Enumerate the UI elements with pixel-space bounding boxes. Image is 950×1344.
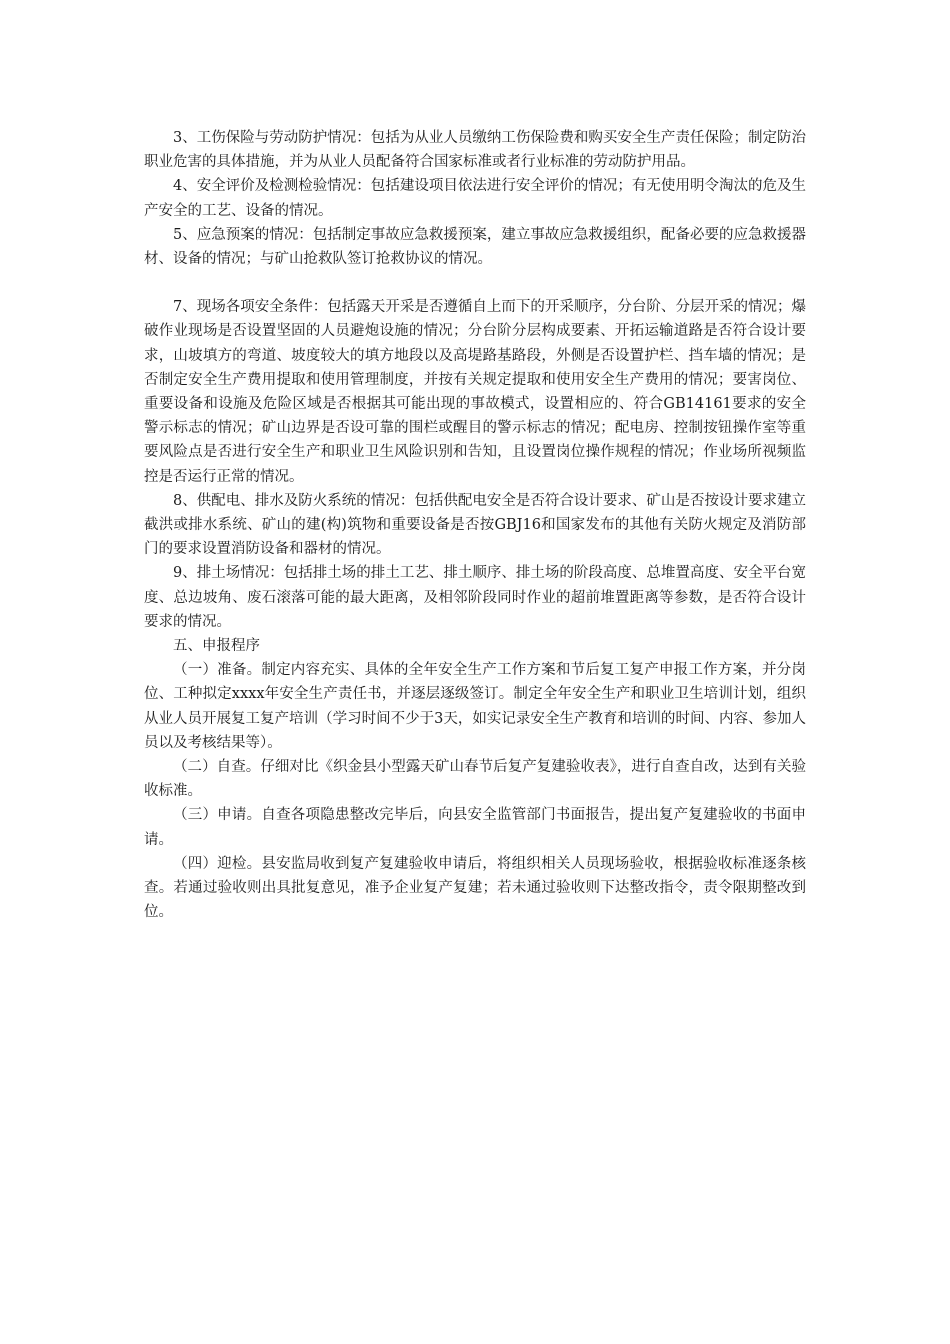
paragraph-injury-insurance: 3、工伤保险与劳动防护情况：包括为从业人员缴纳工伤保险费和购买安全生产责任保险；制定防治职业危害的具体措施，并为从业人员配备符合国家标准或者行业标准的劳动防护用品。	[144, 130, 806, 171]
paragraph-safety-evaluation: 4、安全评价及检测检验情况：包括建设项目依法进行安全评价的情况；有无使用明令淘汰的危及生产安全的工艺、设备的情况。	[144, 178, 806, 219]
paragraph-application: （三）申请。自查各项隐患整改完毕后，向县安全监管部门书面报告，提出复产复建验收的书面申请。	[144, 807, 806, 848]
paragraph-inspection: （四）迎检。县安监局收到复产复建验收申请后，将组织相关人员现场验收，根据验收标准逐条核查。若通过验收则出具批复意见，准予企业复产复建；若未通过验收则下达整改指令，责令限期整改到位。	[144, 855, 806, 921]
document-body	[144, 126, 806, 925]
paragraph-site-conditions: 7、现场各项安全条件：包括露天开采是否遵循自上而下的开采顺序，分台阶、分层开采的情况；爆破作业现场是否设置坚固的人员避炮设施的情况；分台阶分层构成要素、开拓运输道路是否符合设计要求，山坡填方的弯道、坡度较大的填方地段以及高堤路基路段，外侧是否设置护栏、挡车墙的情况；是否制定安全生产费用提取和使用管理制度，并按有关规定提取和使用安全生产费用的情况；要害岗位、重要设备和设施及危险区域是否根据其可能出现的事故模式，设置相应的、符合GB14161要求的安全警示标志的情况；矿山边界是否设可靠的围栏或醒目的警示标志的情况；配电房、控制按钮操作室等重要风险点是否进行安全生产和职业卫生风险识别和告知，且设置岗位操作规程的情况；作业场所视频监控是否运行正常的情况。	[144, 299, 806, 485]
paragraph-preparation: （一）准备。制定内容充实、具体的全年安全生产工作方案和节后复工复产申报工作方案，并分岗位、工种拟定xxxx年安全生产责任书，并逐层逐级签订。制定全年安全生产和职业卫生培训计划，组织从业人员开展复工复产培训（学习时间不少于3天，如实记录安全生产教育和培训的时间、内容、参加人员以及考核结果等）。	[144, 662, 806, 751]
paragraph-emergency-plan: 5、应急预案的情况：包括制定事故应急救援预案，建立事故应急救援组织，配备必要的应急救援器材、设备的情况；与矿山抢救队签订抢救协议的情况。	[144, 226, 806, 268]
paragraph-dump-site: 9、排土场情况：包括排土场的排土工艺、排土顺序、排土场的阶段高度、总堆置高度、安全平台宽度、总边坡角、废石滚落可能的最大距离，及相邻阶段同时作业的超前堆置距离等参数，是否符合设计要求的情况。	[144, 565, 806, 630]
section-heading-application-procedure: 五、申报程序	[173, 638, 260, 655]
paragraph-self-inspection: （二）自查。仔细对比《织金县小型露天矿山春节后复产复建验收表》，进行自查自改，达到有关验收标准。	[144, 759, 806, 800]
paragraph-power-drainage-fire: 8、供配电、排水及防火系统的情况：包括供配电安全是否符合设计要求、矿山是否按设计要求建立截洪或排水系统、矿山的建(构)筑物和重要设备是否按GBJ16和国家发布的其他有关防火规定及消防部门的要求设置消防设备和器材的情况。	[144, 492, 806, 558]
